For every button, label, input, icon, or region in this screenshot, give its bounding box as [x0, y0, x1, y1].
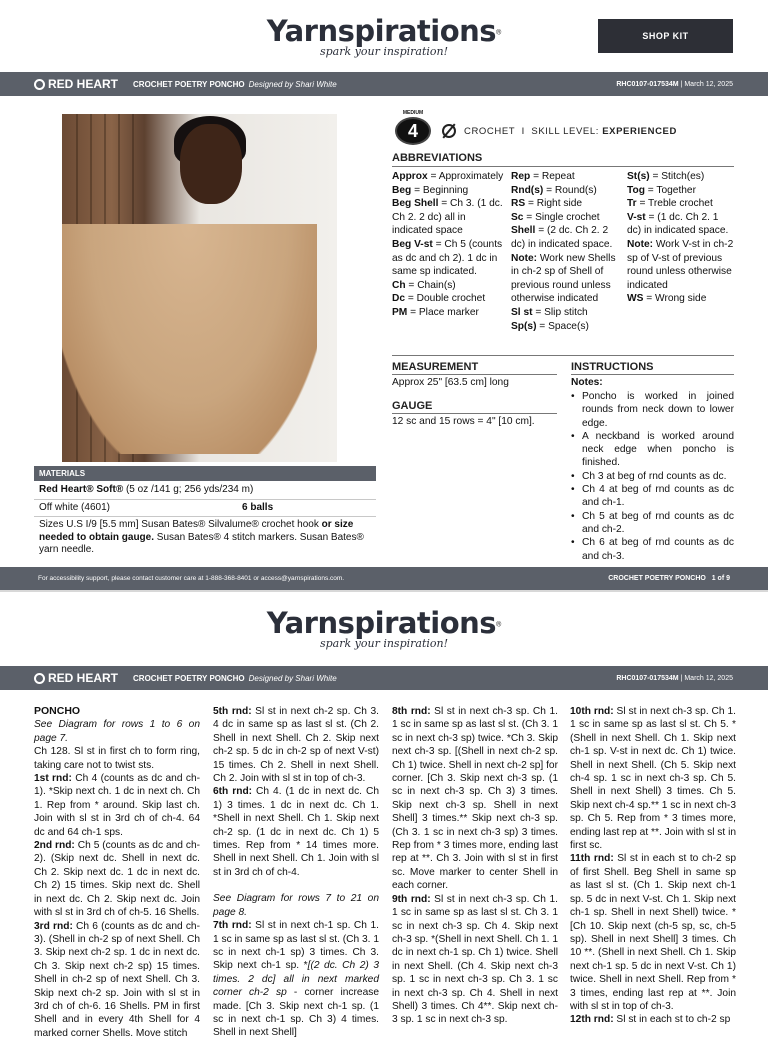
instructions-column-4: 10th rnd: Sl st in next ch-3 sp. Ch 1. 1 sc in same sp as last sl st. Ch 5. *(Shell in next Shell. Ch 1. Skip next ch-1 sp. V-st in next dc. Ch 1) twice. Shell in next Shell. (Ch 5. Skip next ch-4 sp. 1 sc in next ch-3 sp. Ch 5. Shell in next Shell) 3 times. Ch 5. Skip next ch-4 sp.** 1 sc in next ch-3 sp. Ch 5. Rep from * 3 times more, ending last rep at **. Join with sl st in first sc. 11th rnd: Sl st in each st to ch-2 sp of first Shell. Beg Shell in same sp as last sl st. (Ch 1. Skip next ch-1 sp. 5 dc in next V-st. Ch 1. Skip next ch-1 sp. Shell in next Shell) twice. *[Ch 10. Skip next (ch-5 sp, sc, ch-5 sp). Shell in next Shell] 3 times. Ch 10 **. (Shell in next Shell. Ch 1. Skip next ch-1 sp. 5 dc in next V-st. Ch 1) twice. Shell in next Shell. Rep from * 3 times, ending last rep at **. Join with sl st in top of ch-3. 12th rnd: Sl st in each st to ch-2 sp — [570, 706, 736, 1026]
abbreviations-col-2: Rep = Repeat Rnd(s) = Round(s) RS = Right side Sc = Single crochet Shell = (2 dc. Ch 2. 2 dc) in indicated space. Note: Work new Shells in ch-2 sp of Shell of previous round unless otherwise indicated Sl st = Slip stitch Sp(s) = Space(s) — [511, 171, 616, 332]
list-item: • Ch 6 at beg of rnd counts as dc and ch-3. — [571, 536, 734, 563]
footer-bar — [0, 567, 768, 590]
abbreviations-col-3: St(s) = Stitch(es) Tog = Together Tr = Treble crochet V-st = (1 dc. Ch 2. 1 dc) in indicated space. Note: Work V-st in ch-2 sp of V-st of previous round unless otherwise indicated WS = Wrong side — [627, 171, 734, 305]
section-title-poncho: PONCHO — [34, 705, 81, 717]
list-item: • Ch 4 at beg of rnd counts as dc and ch-1. — [571, 483, 734, 510]
list-item: • Ch 5 at beg of rnd counts as dc and ch-2. — [571, 510, 734, 537]
instructions-column-3: 8th rnd: Sl st in next ch-3 sp. Ch 1. 1 sc in same sp as last sl st. (Ch 3. 1 sc in next ch-3 sp) twice. *Ch 3. Skip next ch-3 sp. [(Shell in next ch-2 sp. Ch 1) twice. Shell in next ch-2 sp] for corner. [Ch 3. Skip next ch-3 sp. (1 sc in next ch-3 sp. Ch 3) 3 times. Skip next ch-3 sp. Shell in next Shell] 3 times.** Skip next ch-3 sp. (Ch 3. 1 sc in next ch-3 sp) 3 times. Rep from * 3 times more, ending last rep at **. Ch 3. Join with sl st in first sc. Move marker to center Shell in each corner. 9th rnd: Sl st in next ch-3 sp. Ch 1. 1 sc in same sp as last sl st. Ch 3. 1 sc in next ch-3 sp. Ch 4. Skip next ch-3 sp. *(Shell in next Shell. Ch 1. 1 dc in next ch-1 sp. Ch 1) twice. Shell in next Shell. (Ch 4. Skip next ch-3 sp. 1 sc in next ch-3 sp. Ch 3. 1 sc in next ch-3 sp. Ch 4. Shell in next Shell) 3 times. Ch 4**. Skip next ch-3 sp. 1 sc in next ch-3 sp. — [392, 706, 558, 1026]
footer-page-info: CROCHET POETRY PONCHO 1 of 9 — [608, 575, 730, 582]
list-item: • Poncho is worked in joined rounds from neck down to lower edge. — [571, 390, 734, 430]
materials-title: MATERIALS — [34, 466, 376, 481]
materials-color: Off white (4601) 6 balls — [34, 500, 376, 518]
materials-tools: Sizes U.S I/9 [5.5 mm] Susan Bates® Silvalume® crochet hook or size needed to obtain gauge. Susan Bates® 4 stitch markers. Susan Bates® yarn needle. — [39, 519, 364, 555]
pattern-code: RHC0107-017534M | March 12, 2025 — [616, 80, 733, 88]
brand-name: Yarnspirations — [266, 14, 497, 48]
materials-yarn: Red Heart® Soft® (5 oz /141 g; 256 yds/234 m) — [34, 482, 376, 500]
measurement-title: MEASUREMENT — [392, 361, 479, 373]
yarnspirations-logo-2[interactable]: Yarnspirations® spark your inspiration! — [266, 606, 502, 650]
crochet-hook-icon — [442, 124, 456, 138]
header-bar — [0, 72, 768, 96]
accessibility-note[interactable]: For accessibility support, please contact customer care at 1-888-368-8401 or access@yarnspirations.com. — [38, 575, 345, 582]
red-heart-logo-2: RED HEART — [34, 671, 118, 685]
list-item: • Ch 3 at beg of rnd counts as dc. — [571, 470, 734, 483]
heart-icon — [34, 79, 45, 90]
instructions-column-1: PONCHO See Diagram for rows 1 to 6 on page 7. Ch 128. Sl st in first ch to form ring, taking care not to twist sts. 1st rnd: Ch 4 (counts as dc and ch-1). *Skip next ch. 1 dc in next ch. Ch 1. Rep from * around. Skip last ch. Join with sl st in 3rd ch of ch-4. 64 dc and 64 ch-1 sps. 2nd rnd: Ch 5 (counts as dc and ch-2). (Skip next dc. Shell in next dc. Ch 2. Skip next dc. 1 dc in next dc. Ch 2) 15 times. Skip next dc. Shell in next dc. Ch 2. Skip next dc. Join with sl st in 3rd ch of ch-5. 16 Shells. 3rd rnd: Ch 6 (counts as dc and ch-3). (Shell in ch-2 sp of next Shell. Ch 3. Skip next ch-2 sp. 1 dc in next dc. Ch 3. Skip next ch-2 sp) 15 times. Shell in ch-2 sp of next Shell. Ch 3. Skip next ch-2 sp. Join with sl st in 3rd ch of ch-6. 16 Shells. PM in first Shell and in every 4th Shell for 4 marked corner Shells. Move stitch — [34, 705, 201, 1039]
notes-list — [571, 390, 734, 563]
yarnspirations-logo[interactable]: Yarnspirations® spark your inspiration! — [0, 14, 768, 58]
designer: Designed by Shari White — [248, 79, 337, 89]
notes-label: Notes: — [571, 377, 603, 388]
craft-skill-line: CROCHET I SKILL LEVEL: EXPERIENCED — [442, 124, 677, 138]
heart-icon — [34, 673, 45, 684]
poncho-photo — [62, 114, 337, 462]
materials-table — [34, 482, 376, 559]
pattern-page-2 — [0, 592, 768, 1039]
abbreviations-col-1: Approx = Approximately Beg = Beginning Beg Shell = Ch 3. (1 dc. Ch 2. 2 dc) all in indicated space Beg V-st = Ch 5 (counts as dc and ch 2). 1 dc in same sp indicated. Ch = Chain(s) Dc = Double crochet PM = Place marker — [392, 171, 504, 318]
red-heart-logo: RED HEART — [34, 77, 118, 91]
pattern-name: CROCHET POETRY PONCHO — [133, 79, 245, 89]
measurement-text: Approx 25" [63.5 cm] long — [392, 377, 509, 388]
instructions-title: INSTRUCTIONS — [571, 361, 654, 373]
list-item: • A neckband is worked around neck edge when poncho is finished. — [571, 430, 734, 470]
gauge-text: 12 sc and 15 rows = 4" [10 cm]. — [392, 416, 535, 427]
instructions-column-2: 5th rnd: Sl st in next ch-2 sp. Ch 3. 4 dc in same sp as last sl st. (Ch 2. Shell in next Shell. Ch 2. Skip next ch-2 sp. 5 dc in ch-2 sp of next V-st) 15 times. Ch 2. Shell in next Shell. Ch 2. Join with sl st in top of ch-3. 6th rnd: Ch 4. (1 dc in next dc. Ch 1) 3 times. 1 dc in next dc. Ch 1. *Shell in next Shell. Ch 1. Skip next ch-2 sp. (1 dc in next dc. Ch 1) 5 times. Rep from * 14 times more. Shell in next Shell. Ch 1. Join with sl st in 3rd ch of ch-4. See Diagram for rows 7 to 21 on page 8. 7th rnd: Sl st in next ch-1 sp. Ch 1. 1 sc in same sp as last sl st. (Ch 3. 1 sc in next ch-1 sp) 3 times. Ch 3. Skip next ch-1 sp. *[(2 dc. Ch 2) 3 times. 2 dc] all in next marked corner ch-2 sp - corner increase made. [Ch 3. Skip next ch-1 sp. (1 sc in next ch-1 sp. Ch 3) 4 times. Shell in next Shell] — [213, 706, 379, 1039]
brand-tagline: spark your inspiration! — [319, 45, 449, 58]
header-bar-2: RED HEART CROCHET POETRY PONCHO Designed by Shari White RHC0107-017534M | March 12, 2025 — [0, 666, 768, 690]
abbreviations-title: ABBREVIATIONS — [392, 152, 483, 164]
gauge-title: GAUGE — [392, 400, 433, 412]
yarn-weight-icon: MEDIUM 4 — [393, 110, 433, 146]
shop-kit-button[interactable]: SHOP KIT — [598, 19, 733, 53]
